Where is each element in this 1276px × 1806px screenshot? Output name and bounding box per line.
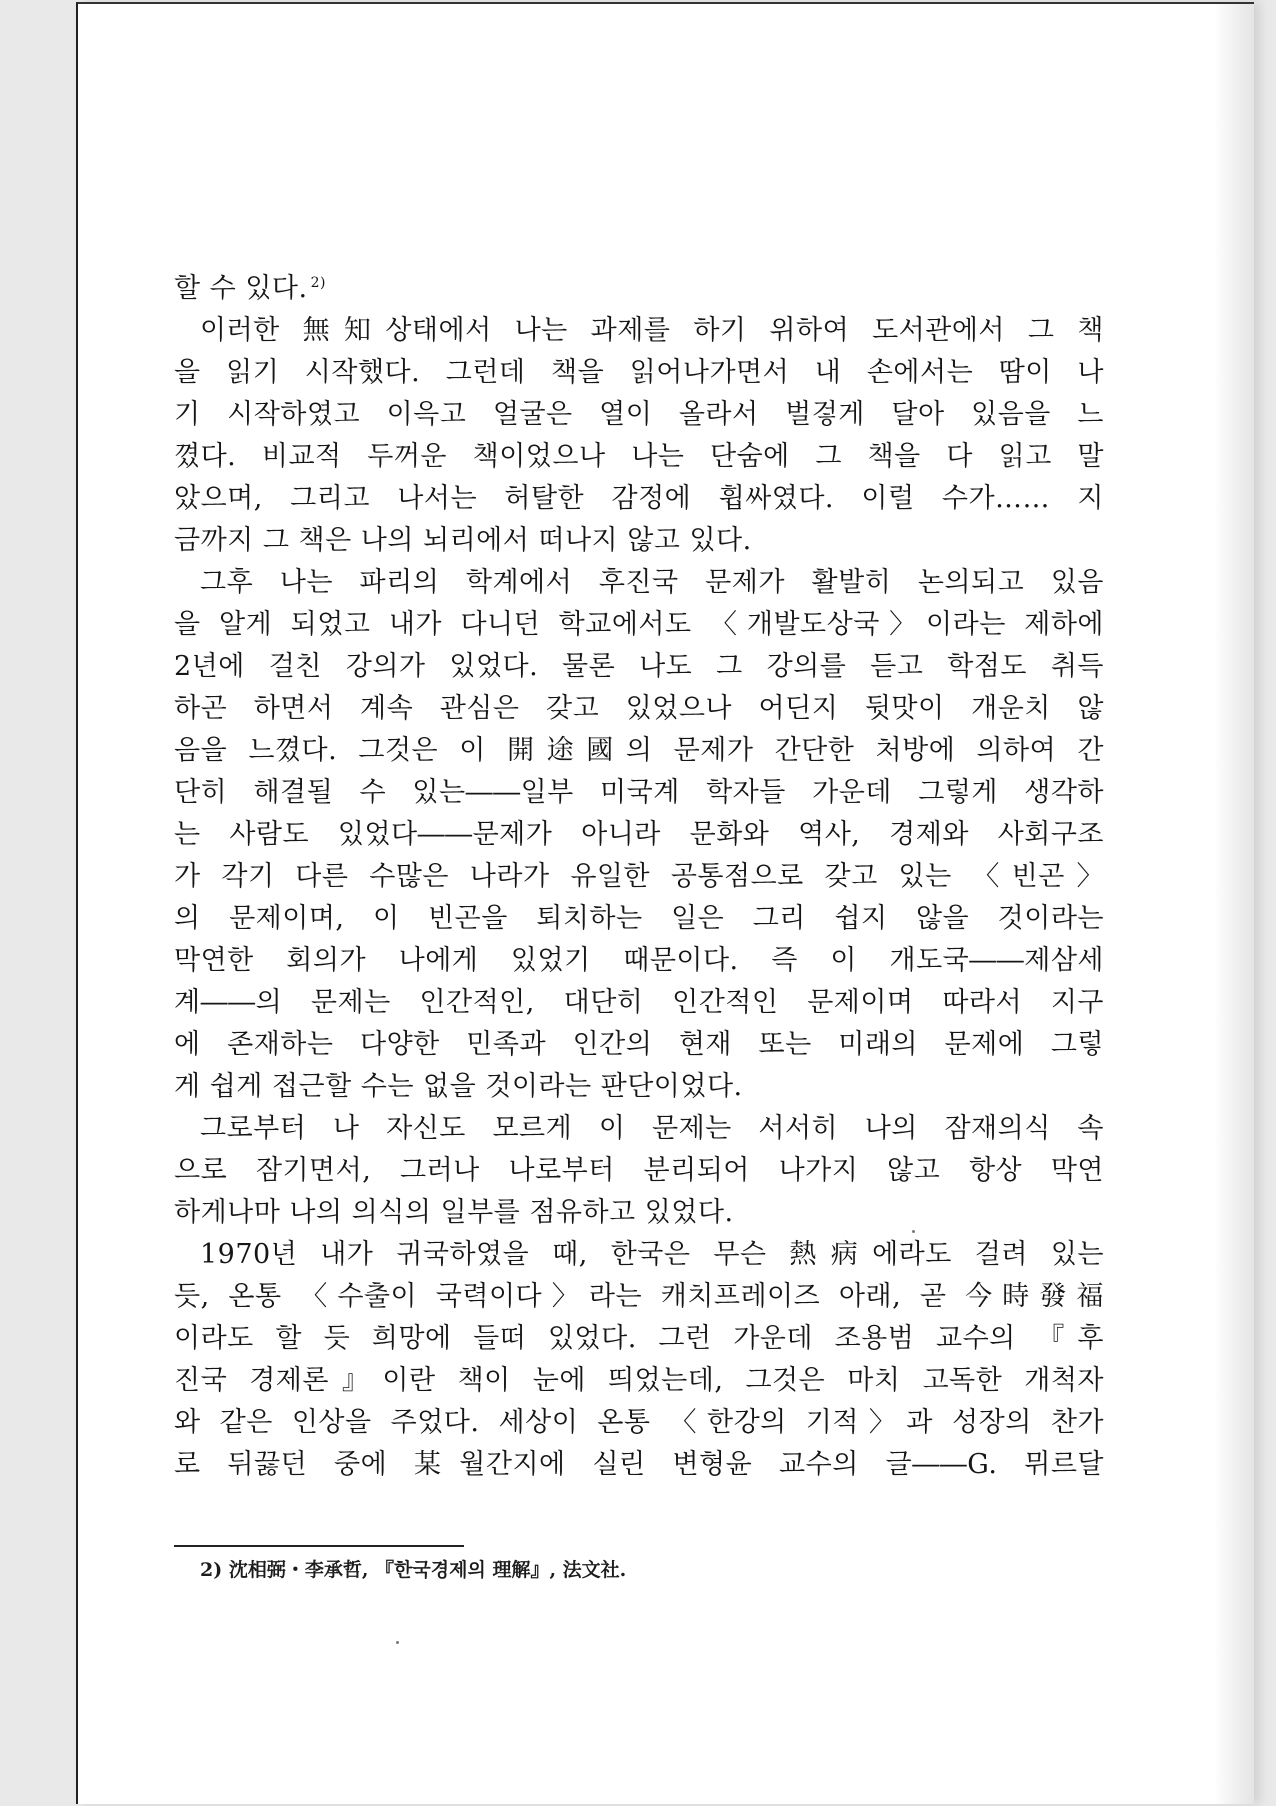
paragraph-last-line: 금까지 그 책은 나의 뇌리에서 떠나지 않고 있다.	[174, 525, 752, 556]
footnote: 2) 沈相弼・李承哲, 『한국경제의 理解』, 法文社.	[200, 1559, 627, 1581]
paragraph-first-line: 이러한 無知상태에서 나는 과제를 하기 위하여 도서관에서 그 책	[200, 315, 1104, 346]
text-line-content: 할 수 있다.	[174, 273, 308, 304]
paragraph-first-line: 그로부터 나 자신도 모르게 이 문제는 서서히 나의 잠재의식 속	[200, 1113, 1104, 1144]
body-text	[174, 268, 1104, 1486]
text-line: 이라도 할 듯 희망에 들떠 있었다. 그런 가운데 조용범 교수의 『후	[174, 1323, 1104, 1354]
text-line	[174, 268, 1104, 310]
footnote-separator	[174, 1545, 464, 1547]
paragraph-last-line: 하게나마 나의 의식의 일부를 점유하고 있었다.	[174, 1197, 734, 1228]
text-line: 가 각기 다른 수많은 나라가 유일한 공통점으로 갖고 있는 〈빈곤〉	[174, 861, 1104, 892]
scan-speck	[396, 1641, 399, 1644]
text-line: 을 읽기 시작했다. 그런데 책을 읽어나가면서 내 손에서는 땀이 나	[174, 357, 1104, 388]
text-line: 을 알게 되었고 내가 다니던 학교에서도 〈개발도상국〉이라는 제하에	[174, 609, 1104, 640]
text-line: 2년에 걸친 강의가 있었다. 물론 나도 그 강의를 듣고 학점도 취득	[174, 651, 1104, 682]
text-line: 계――의 문제는 인간적인, 대단히 인간적인 문제이며 따라서 지구	[174, 987, 1104, 1018]
text-line: 기 시작하였고 이윽고 얼굴은 열이 올라서 벌겋게 달아 있음을 느	[174, 399, 1104, 430]
text-line: 으로 잠기면서, 그러나 나로부터 분리되어 나가지 않고 항상 막연	[174, 1155, 1104, 1186]
text-line: 음을 느꼈다. 그것은 이 開途國의 문제가 간단한 처방에 의하여 간	[174, 735, 1104, 766]
text-line: 와 같은 인상을 주었다. 세상이 온통 〈한강의 기적〉과 성장의 찬가	[174, 1407, 1104, 1438]
text-line: 꼈다. 비교적 두꺼운 책이었으나 나는 단숨에 그 책을 다 읽고 말	[174, 441, 1104, 472]
text-line: 하곤 하면서 계속 관심은 갖고 있었으나 어딘지 뒷맛이 개운치 않	[174, 693, 1104, 724]
text-line: 듯, 온통 〈수출이 국력이다〉라는 캐치프레이즈 아래, 곧 今時發福	[174, 1281, 1104, 1312]
text-line: 에 존재하는 다양한 민족과 인간의 현재 또는 미래의 문제에 그렇	[174, 1029, 1104, 1060]
text-line: 막연한 회의가 나에게 있었기 때문이다. 즉 이 개도국――제삼세	[174, 945, 1104, 976]
text-line: 았으며, 그리고 나서는 허탈한 감정에 휩싸였다. 이럴 수가…… 지	[174, 483, 1104, 514]
text-line: 진국 경제론』이란 책이 눈에 띄었는데, 그것은 마치 고독한 개척자	[174, 1365, 1104, 1396]
text-line: 는 사람도 있었다――문제가 아니라 문화와 역사, 경제와 사회구조	[174, 819, 1104, 850]
text-line: 단히 해결될 수 있는――일부 미국계 학자들 가운데 그렇게 생각하	[174, 777, 1104, 808]
text-line: 로 뒤끓던 중에 某월간지에 실린 변형윤 교수의 글――G. 뮈르달	[174, 1449, 1104, 1480]
paragraph-last-line: 게 쉽게 접근할 수는 없을 것이라는 판단이었다.	[174, 1071, 743, 1102]
footnote-reference: 2)	[310, 275, 326, 291]
paragraph-first-line: 그후 나는 파리의 학계에서 후진국 문제가 활발히 논의되고 있음	[200, 567, 1104, 598]
paragraph-first-line: 1970년 내가 귀국하였을 때, 한국은 무슨 熱病에라도 걸려 있는	[200, 1239, 1104, 1270]
page-edge-shadow	[1214, 4, 1254, 1804]
text-line: 의 문제이며, 이 빈곤을 퇴치하는 일은 그리 쉽지 않을 것이라는	[174, 903, 1104, 934]
scan-speck	[912, 1230, 915, 1233]
